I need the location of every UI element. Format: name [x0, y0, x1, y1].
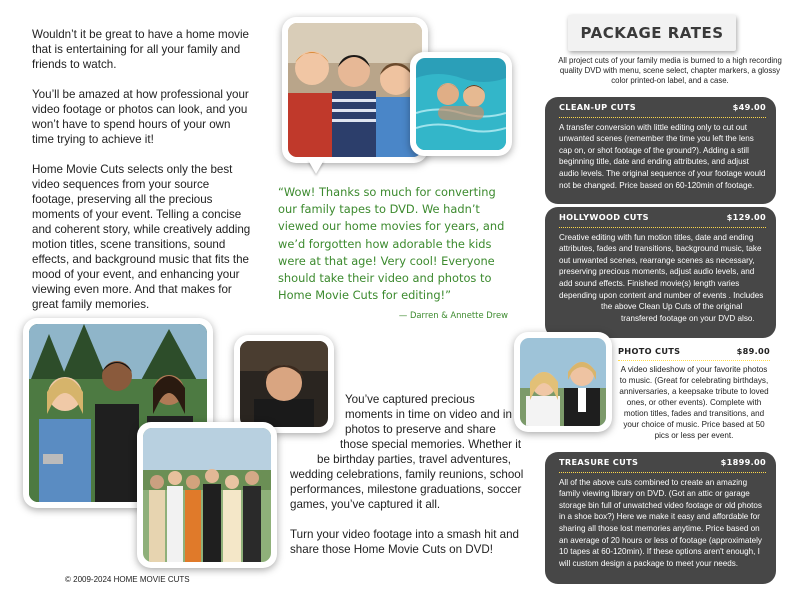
photo-boy-portrait	[234, 335, 334, 433]
package-treasure-cuts	[545, 452, 776, 584]
package-hollywood-cuts	[545, 207, 776, 338]
intro-text	[32, 27, 254, 327]
package-description: A video slideshow of your favorite photos to music. (Great for celebrating birthdays, anniversaries, a keepsake tribute to loved ones, or other events). Complete with motion titles, fades and transitions, and your choice of music. Price based at 50 pics or less per event.	[619, 365, 769, 440]
copyright-notice: © 2009-2024 HOME MOVIE CUTS	[65, 575, 190, 584]
package-name: HOLLYWOOD CUTS	[559, 212, 649, 222]
package-name: PHOTO CUTS	[618, 346, 681, 356]
package-price: $89.00	[736, 346, 770, 356]
package-price: $1899.00	[720, 457, 766, 467]
package-header	[618, 346, 770, 361]
photo-group-formal	[137, 422, 277, 568]
package-photo-cuts	[618, 346, 770, 441]
captured-line-4: those special memories. Whether it	[340, 438, 522, 451]
package-description-cont-2: transfered footage on your DVD also.	[621, 313, 755, 323]
captured-line-5: be birthday parties, travel adventures,	[317, 453, 511, 466]
package-cleanup-cuts	[545, 97, 776, 204]
intro-paragraph-3: Home Movie Cuts selects only the best video sequences from your source footage, preserving all the precious moments of your event. Telling a concise and coherent story, while creatively adding motion titles, scene transitions, sound effects, and background music that fits the mood of your event, and enhancing your viewing even more. And that makes for great family memories.	[32, 163, 251, 311]
speech-tail	[308, 160, 324, 174]
photo-couple	[514, 332, 612, 432]
testimonial-attribution: — Darren & Annette Drew	[398, 310, 508, 320]
intro-paragraph-2: You’ll be amazed at how professional your video footage or photos can look, and you won’t have to spend hours of your own time trying to achieve it!	[32, 88, 249, 146]
photo-three-boys	[282, 17, 428, 163]
package-description-cont-1: the above Clean Up Cuts of the original	[601, 302, 743, 312]
captured-line-8: games, you’ve captured it all.	[290, 498, 441, 511]
package-description: A transfer conversion with little editing only to cut out unwanted scenes (remember the time you left the lens cap on, or shot footage of the ground?). Adding a still beginning title, date and ending attributes, and adjust audio levels. The original sequence of your footage would not be changed. Price based on 60-120min of footage.	[559, 122, 766, 190]
package-header	[559, 457, 766, 473]
package-price: $49.00	[732, 102, 766, 112]
captured-line-10: share those Home Movie Cuts on DVD!	[290, 543, 493, 556]
package-description: All of the above cuts combined to create an amazing family viewing library on DVD. (Got an attic or garage storage bin full of unwatched video footage or old photos in a shoe box?) Here we make it easy and affordable for sharing all those lost memories anytime. Price based on an average of 20 hours or less of footage (approximately 10 tapes at 60-120min). If these options aren't enough, I will custom design a package to meet your needs.	[559, 477, 762, 568]
package-description: Creative editing with fun motion titles, date and ending attributes, fades and transitions, background music, take out unwanted scenes, rearrange scenes as necessary, preserving precious moments, adjust audio levels, and add sound effects. Finished movie(s) length varies depending upon content and number of events . Includes	[559, 232, 764, 300]
captured-line-6: wedding celebrations, family reunions, school	[290, 468, 524, 481]
testimonial-quote: “Wow! Thanks so much for converting our family tapes to DVD. We hadn’t viewed our home movies for years, and we’d forgotten how adorable the kids were at that age! Very cool! Everyone should take their video and photos to Home Movie Cuts for editing!”	[278, 185, 505, 303]
captured-line-1: You’ve captured precious	[345, 393, 475, 406]
package-price: $129.00	[726, 212, 766, 222]
captured-line-2: moments in time on video and in	[345, 408, 512, 421]
package-rates-title: PACKAGE RATES	[568, 15, 736, 51]
package-header	[559, 102, 766, 118]
package-rates-subtitle: All project cuts of your family media is burned to a high recording quality DVD with menu, scene select, chapter markers, a glossy color printed-on label, and a case.	[558, 56, 782, 85]
photo-swimming-pool	[410, 52, 512, 156]
intro-paragraph-1: Wouldn’t it be great to have a home movie that is entertaining for all your family and friends to watch.	[32, 28, 249, 71]
package-header	[559, 212, 766, 228]
package-name: CLEAN-UP CUTS	[559, 102, 636, 112]
package-name: TREASURE CUTS	[559, 457, 639, 467]
captured-line-3: photos to preserve and share	[345, 423, 496, 436]
captured-line-7: performances, milestone graduations, soccer	[290, 483, 522, 496]
captured-line-9: Turn your video footage into a smash hit and	[290, 528, 520, 541]
